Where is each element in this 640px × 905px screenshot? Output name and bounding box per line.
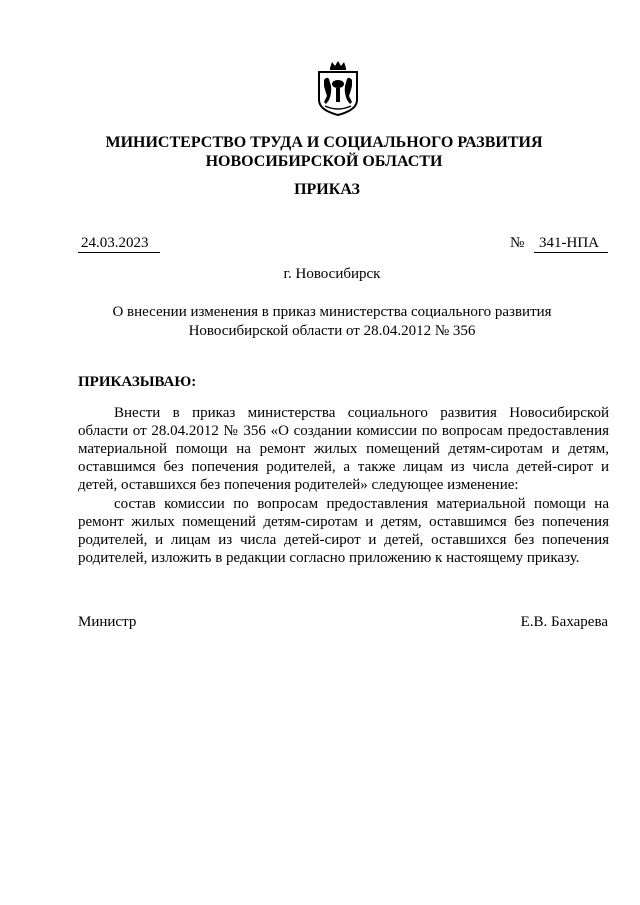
- signer-name: Е.В. Бахарева: [520, 614, 608, 630]
- ministry-title-line2: НОВОСИБИРСКОЙ ОБЛАСТИ: [205, 153, 443, 170]
- coat-of-arms-icon: [315, 60, 361, 116]
- signer-title: Министр: [78, 614, 137, 630]
- city: г. Новосибирск: [283, 266, 381, 282]
- number-sign: №: [510, 235, 525, 251]
- ministry-title-line1: МИНИСТЕРСТВО ТРУДА И СОЦИАЛЬНОГО РАЗВИТИЯ: [105, 134, 543, 151]
- body-paragraph-1: Внести в приказ министерства социального развития Новосибирской области от 28.04.2012 № 356 «О создании комиссии по вопросам предоставления материальной помощи на ремонт жилых помещений детям-сиротам и детям, оставшимся без попечения родителей, а также лицам из числа детей-сирот и детей, оставшихся без попечения родителей» следующее изменение:: [78, 405, 609, 493]
- document-number: 341-НПА: [534, 234, 608, 253]
- subject-line2: Новосибирской области от 28.04.2012 № 356: [188, 323, 476, 339]
- body-paragraph-2: состав комиссии по вопросам предоставления материальной помощи на ремонт жилых помещений детям-сиротам и детям, оставшимся без попечения родителей, и лицам из числа детей-сирот и детей, оставшихся без попечения родителей, изложить в редакции согласно приложению к настоящему приказу.: [78, 496, 609, 566]
- document-date: 24.03.2023: [78, 234, 160, 253]
- document-type: ПРИКАЗ: [294, 181, 360, 198]
- order-heading: ПРИКАЗЫВАЮ:: [78, 374, 197, 390]
- subject-line1: О внесении изменения в приказ министерства социального развития: [112, 304, 552, 320]
